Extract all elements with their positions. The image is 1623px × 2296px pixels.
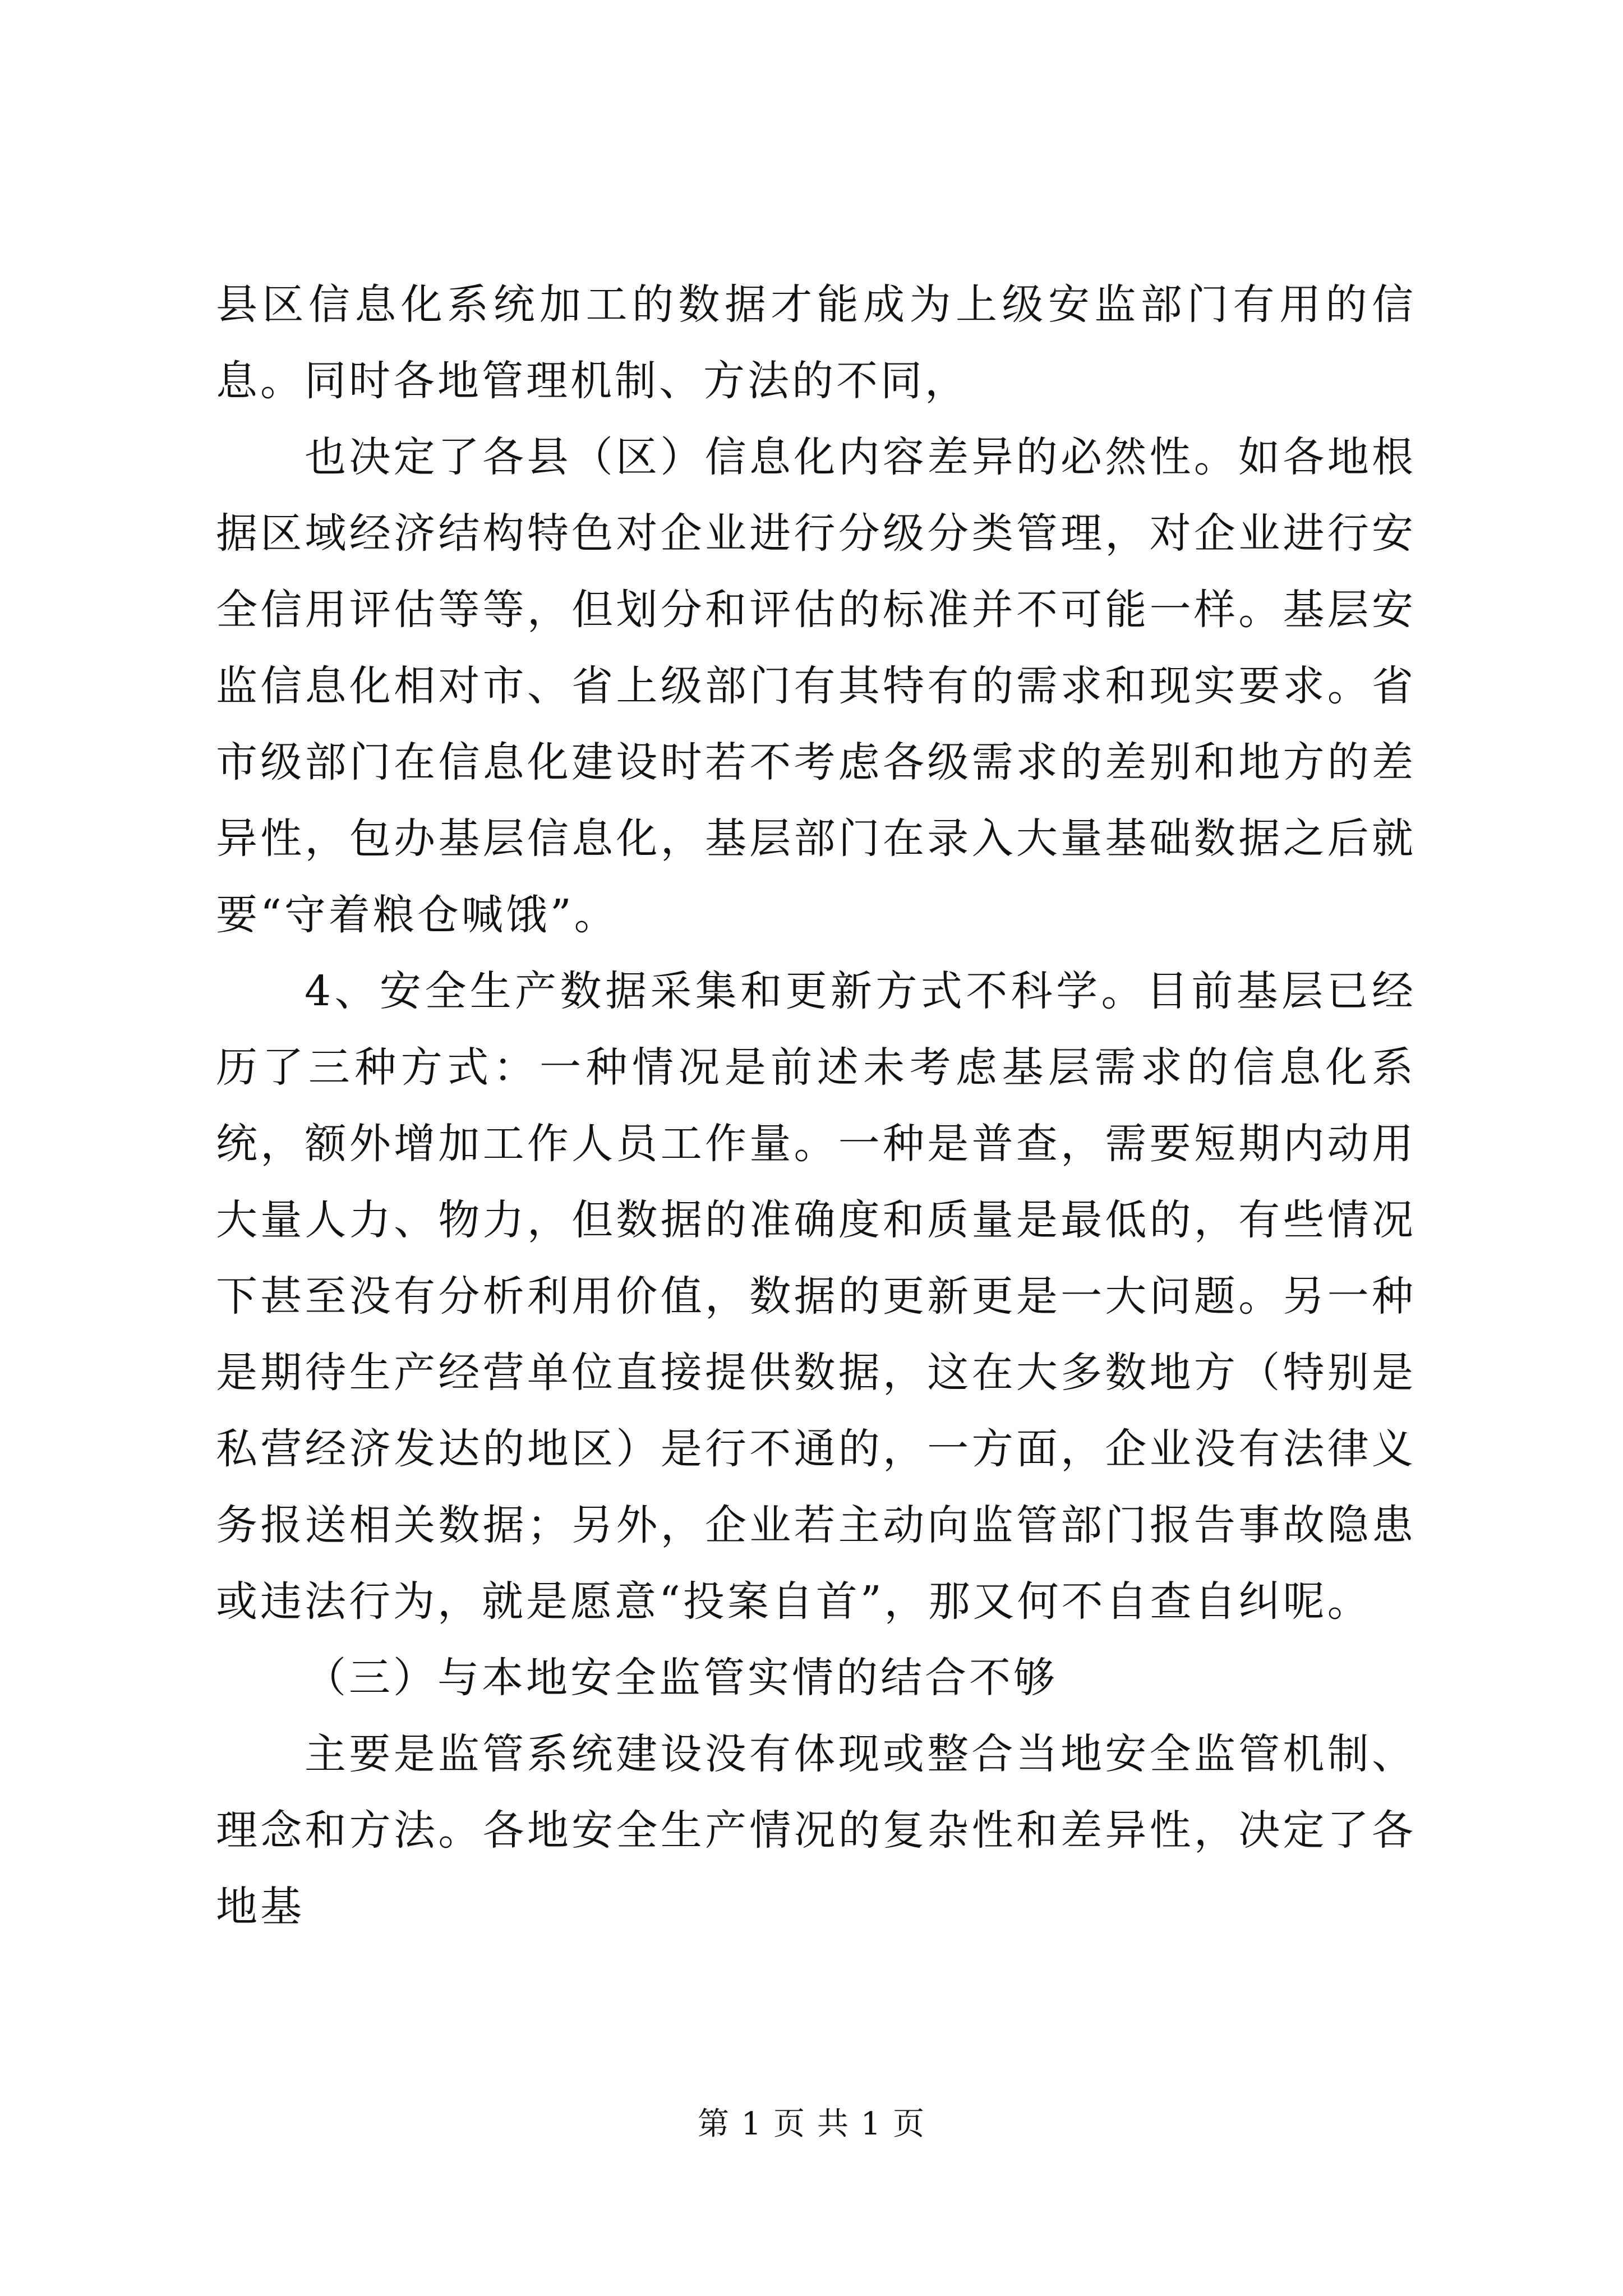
paragraph-1: 县区信息化系统加工的数据才能成为上级安监部门有用的信息。同时各地管理机制、方法的不同，	[216, 280, 1416, 405]
paragraph-4: 主要是监管系统建设没有体现或整合当地安全监管机制、理念和方法。各地安全生产情况的复杂性和差异性，决定了各地基	[216, 1730, 1416, 1931]
document-body	[216, 266, 1416, 1945]
section-heading: （三）与本地安全监管实情的结合不够	[305, 1654, 1058, 1702]
paragraph-3: 4、安全生产数据采集和更新方式不科学。目前基层已经历了三种方式：一种情况是前述未考虑基层需求的信息化系统，额外增加工作人员工作量。一种是普查，需要短期内动用大量人力、物力，但数据的准确度和质量是最低的，有些情况下甚至没有分析利用价值，数据的更新更是一大问题。另一种是期待生产经营单位直接提供数据，这在大多数地方（特别是私营经济发达的地区）是行不通的，一方面，企业没有法律义务报送相关数据；另外，企业若主动向监管部门报告事故隐患或违法行为，就是愿意“投案自首”，那又何不自查自纠呢。	[216, 967, 1416, 1626]
page-number-footer: 第 1 页 共 1 页	[697, 2106, 926, 2142]
paragraph-2: 也决定了各县（区）信息化内容差异的必然性。如各地根据区域经济结构特色对企业进行分级分类管理，对企业进行安全信用评估等等，但划分和评估的标准并不可能一样。基层安监信息化相对市、省上级部门有其特有的需求和现实要求。省市级部门在信息化建设时若不考虑各级需求的差别和地方的差异性，包办基层信息化，基层部门在录入大量基础数据之后就要“守着粮仓喊饿”。	[216, 433, 1416, 939]
